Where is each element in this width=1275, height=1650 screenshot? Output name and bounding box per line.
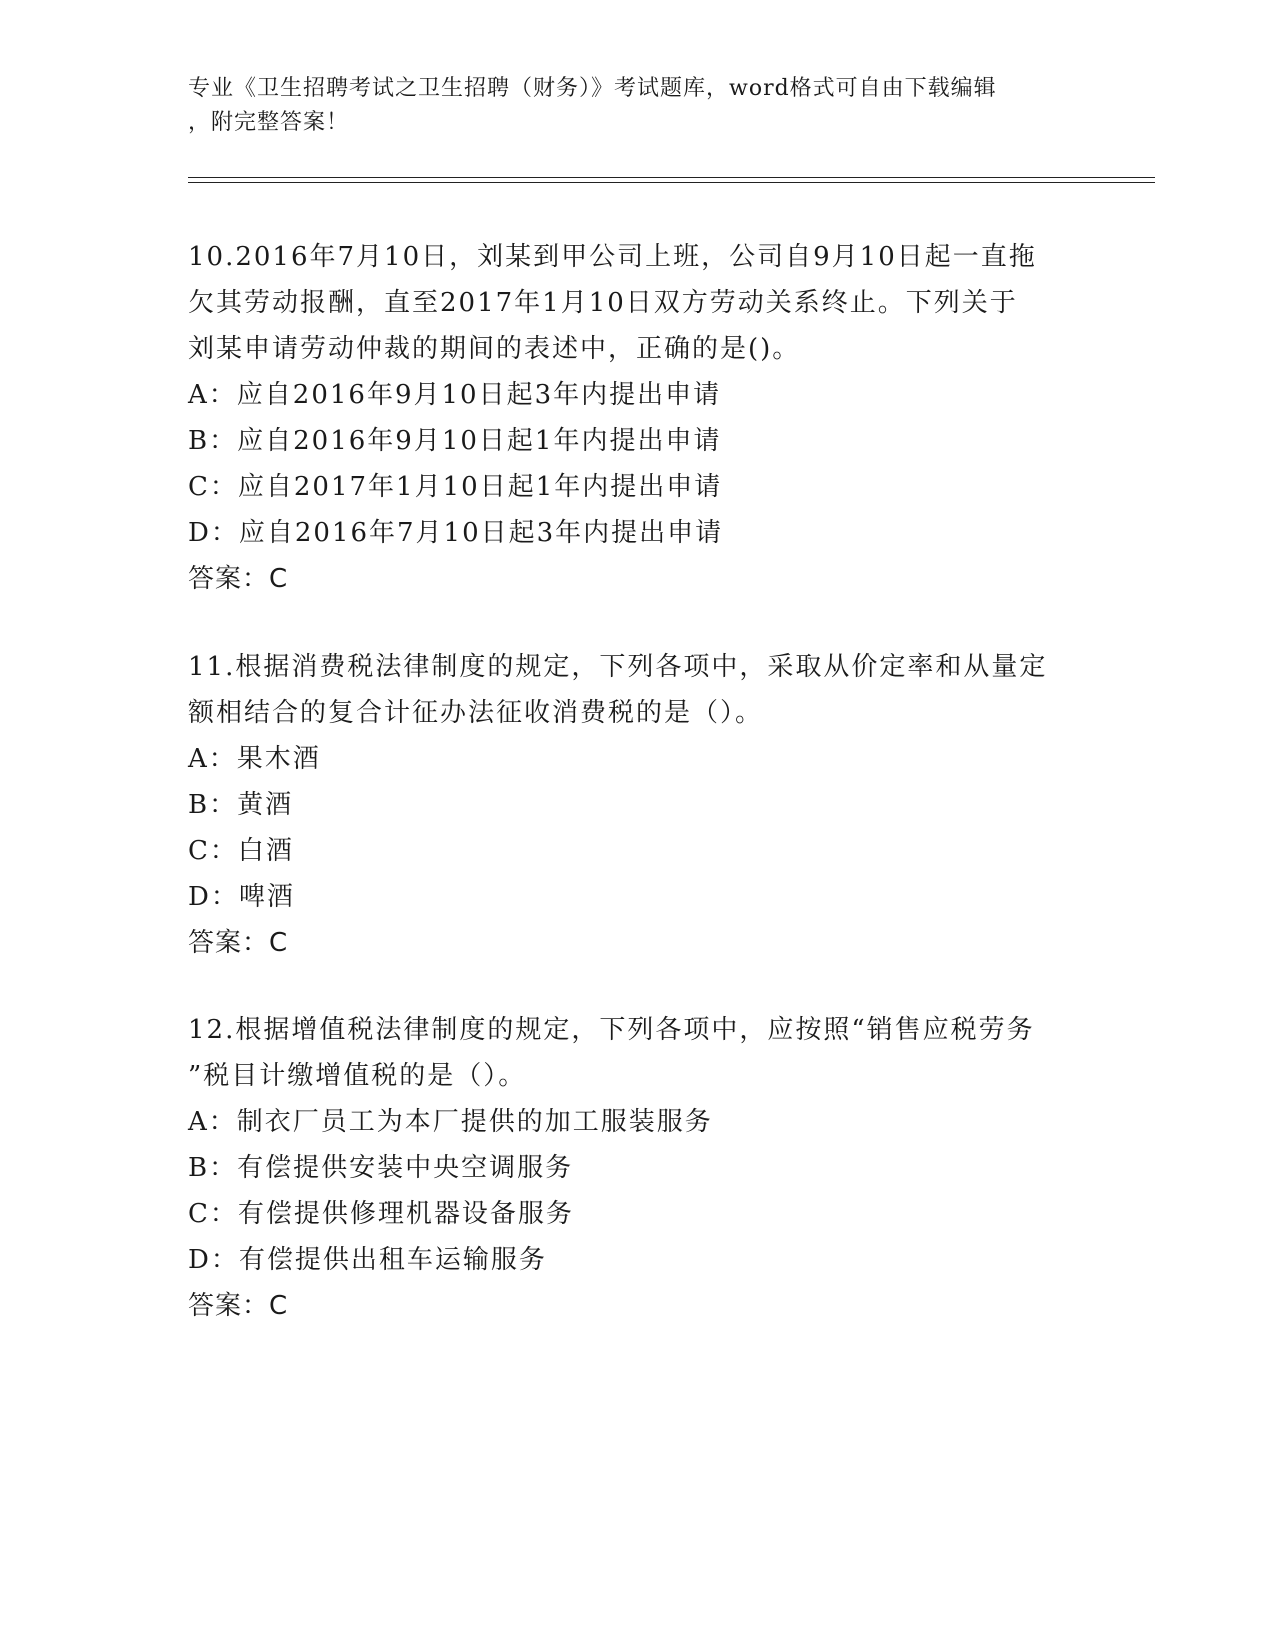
question-12 <box>188 1007 1088 1329</box>
option-c: C：有偿提供修理机器设备服务 <box>188 1199 574 1229</box>
answer-line: 答案：C <box>188 1291 289 1321</box>
option-a: A：果木酒 <box>188 744 321 774</box>
question-stem <box>188 644 1088 736</box>
question-11 <box>188 644 1088 966</box>
option-a: A：制衣厂员工为本厂提供的加工服装服务 <box>188 1107 713 1137</box>
question-stem-line: 11.根据消费税法律制度的规定，下列各项中，采取从价定率和从量定 <box>188 652 1048 682</box>
option-b: B：有偿提供安装中央空调服务 <box>188 1153 574 1183</box>
option-b: B：应自2016年9月10日起1年内提出申请 <box>188 426 722 456</box>
option-b: B：黄酒 <box>188 790 294 820</box>
question-stem-line: 10.2016年7月10日，刘某到甲公司上班，公司自9月10日起一直拖 <box>188 242 1037 272</box>
header-divider-top <box>188 177 1155 178</box>
header-line-1: 专业《卫生招聘考试之卫生招聘（财务）》考试题库，word格式可自由下载编辑 <box>188 76 997 101</box>
question-stem-line: 12.根据增值税法律制度的规定，下列各项中，应按照“销售应税劳务 <box>188 1015 1035 1045</box>
question-stem-line: 欠其劳动报酬，直至2017年1月10日双方劳动关系终止。下列关于 <box>188 288 1018 318</box>
question-stem-line: 刘某申请劳动仲裁的期间的表述中，正确的是()。 <box>188 334 801 364</box>
option-d: D：有偿提供出租车运输服务 <box>188 1245 547 1275</box>
question-stem <box>188 1007 1088 1099</box>
option-a: A：应自2016年9月10日起3年内提出申请 <box>188 380 722 410</box>
document-header <box>188 72 1088 140</box>
answer-line: 答案：C <box>188 564 289 594</box>
question-stem-line: 额相结合的复合计征办法征收消费税的是（）。 <box>188 698 764 728</box>
question-stem <box>188 234 1088 372</box>
option-c: C：白酒 <box>188 836 294 866</box>
header-line-2: ，附完整答案！ <box>188 110 350 135</box>
question-stem-line: ”税目计缴增值税的是（）。 <box>188 1061 527 1091</box>
option-d: D：应自2016年7月10日起3年内提出申请 <box>188 518 724 548</box>
question-10 <box>188 234 1088 602</box>
option-d: D：啤酒 <box>188 882 295 912</box>
answer-line: 答案：C <box>188 928 289 958</box>
header-divider-bottom <box>188 182 1155 183</box>
option-c: C：应自2017年1月10日起1年内提出申请 <box>188 472 723 502</box>
